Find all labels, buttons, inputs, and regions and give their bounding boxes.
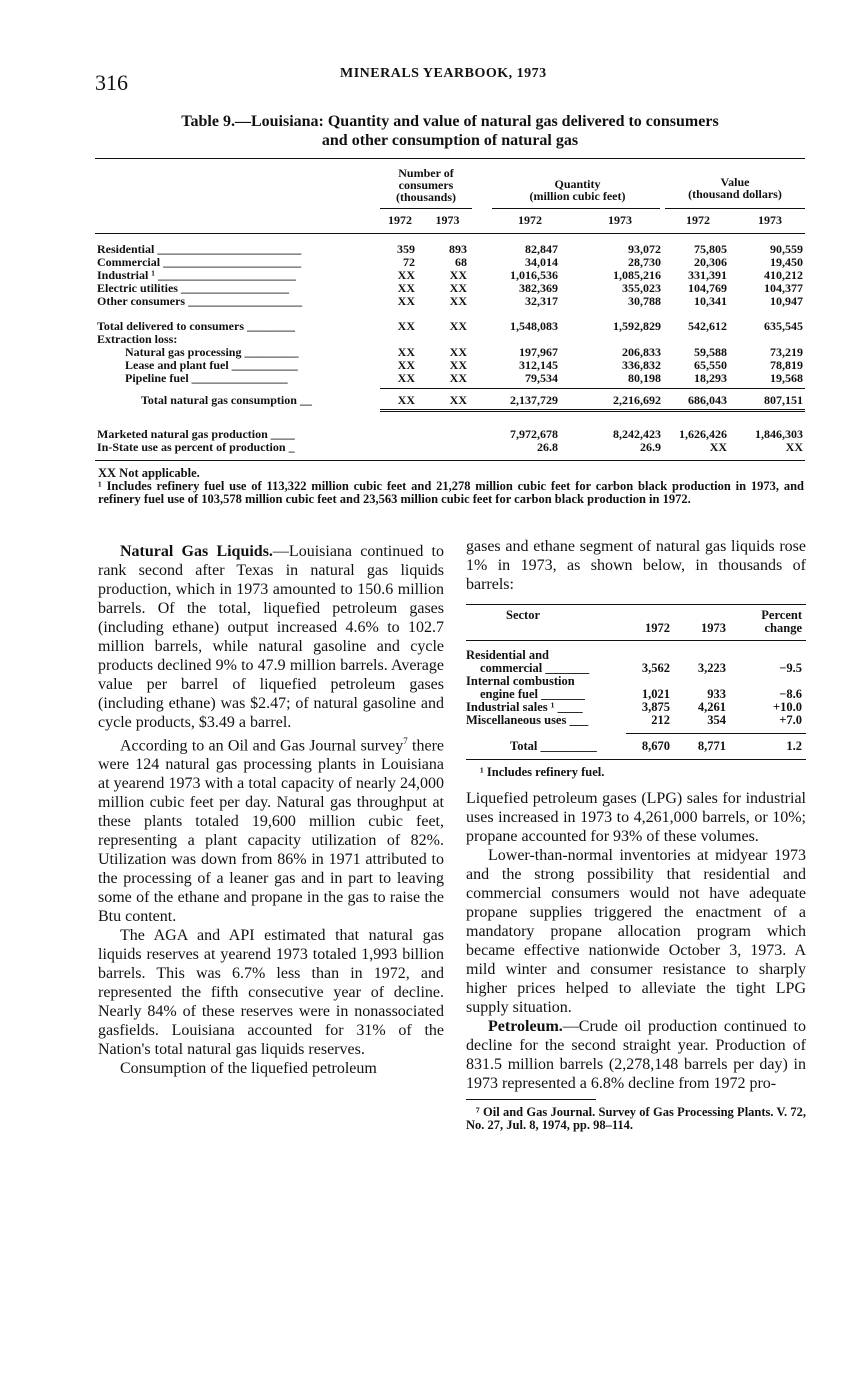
table-row-total-delivered: Total delivered to consumers ________ XX XX 1,548,083 1,592,829 542,612 635,545	[97, 319, 803, 333]
header-bottom-rule	[95, 233, 805, 234]
sector-table: Sector Percent 1972 1973 change Residential and commercial _______ 3,562 3,223 −9.5 Internal combustion engine fuel _______ 1,021 933 −8.6 Industrial sales ¹ ____ 3,875 4,261 +10.0 Miscellaneous uses ___ 212 354 +7.0 Total _________ 8,670 8,771 1.2 ¹ Includes refinery fuel.	[466, 604, 806, 779]
table-row: Other consumers ___________________ XX XX 32,317 30,788 10,341 10,947	[97, 294, 803, 308]
table-row-total: Total _________ 8,670 8,771 1.2	[510, 739, 802, 753]
header-quantity: Quantity (million cubic feet)	[529, 177, 626, 203]
sector-table-top-rule	[466, 604, 806, 605]
table-title-line-2: and other consumption of natural gas	[321, 132, 579, 149]
table-row: Miscellaneous uses ___ 212 354 +7.0	[466, 713, 802, 727]
paragraph: gases and ethane segment of natural gas liquids rose 1% in 1973, as shown below, in thousands of barrels:	[466, 538, 806, 593]
paragraph: According to an Oil and Gas Journal survey$^7$ there were 124 natural gas processing plants in Louisiana at yearend 1973 with a total capacity of nearly 24,000 million cubic feet per day. Natural gas throughput at these plants totaled 19,600 million cubic feet, representing a plant capacity utilization of 82%. Utilization was down from 86% in 1971 attributed to the processing of a leaner gas and in part to leaving some of the ethane and propane in the gas to raise the Btu content.	[98, 736, 444, 926]
footnote-1: ¹ Includes refinery fuel use of 113,322 million cubic feet and 21,278 million cubic feet for carbon black production in 1973, and refinery fuel use of 103,578 million cubic feet and 23,563 million cubic feet for carbon black production in 1972.	[98, 479, 804, 506]
header-value: Value (thousand dollars)	[688, 175, 782, 201]
header-consumers: Number of consumers (thousands)	[395, 166, 457, 204]
header-sector: Sector	[506, 608, 541, 622]
year-header: 1973	[608, 213, 632, 227]
header-subrule-2	[492, 208, 660, 209]
header-subrule-3	[665, 208, 805, 209]
page-number: 316	[95, 70, 128, 95]
paragraph: Natural Gas Liquids.—Louisiana continued to rank second after Texas in natural gas liquids production, which in 1973 amounted to 150.6 million barrels. Of the total, liquefied petroleum gases (including ethane) output increased 4.6% to 102.7 million barrels, while natural gasoline and cycle products declined 9% to 47.9 million barrels. Average value per barrel of liquefied petroleum gases (including ethane) was $2.47; of natural gasoline and cycle products, $3.49 a barrel.	[98, 543, 444, 731]
left-column	[98, 542, 444, 1078]
paragraph: The AGA and API estimated that natural gas liquids reserves at yearend 1973 totaled 1,993 billion barrels. This was 6.7% less than in 1972, and represented the fifth consecutive year of decline. Nearly 84% of these reserves were in nonassociated gasfields. Louisiana accounted for 31% of the Nation's total natural gas liquids reserves.	[98, 927, 444, 1059]
table-row: Industrial ¹ _______________________ XX XX 1,016,536 1,085,216 331,391 410,212	[97, 268, 803, 282]
year-header: 1973	[758, 213, 782, 227]
table-row: Pipeline fuel ________________ XX XX 79,534 80,198 18,293 19,568	[125, 371, 803, 385]
paragraph: Petroleum.—Crude oil production continued to decline for the second straight year. Production of 831.5 million barrels (2,278,148 barrels per day) in 1973 represented a 6.8% decline from 1972 pro-	[466, 1018, 806, 1092]
paragraph: Consumption of the liquefied petroleum	[120, 1060, 377, 1078]
header-subrule-1	[380, 208, 472, 209]
table-row-marketed-production: Marketed natural gas production ____ 7,972,678 8,242,423 1,626,426 1,846,303	[97, 427, 803, 441]
table-top-rule	[95, 158, 805, 159]
footnote-7: ⁷ Oil and Gas Journal. Survey of Gas Processing Plants. V. 72, No. 27, Jul. 8, 1974, pp. 98–114.	[466, 1105, 806, 1132]
table-row: Lease and plant fuel ___________ XX XX 312,145 336,832 65,550 78,819	[125, 358, 803, 372]
table-title-line-1: Table 9.—Louisiana: Quantity and value of natural gas delivered to consumers	[181, 113, 719, 130]
paragraph: Lower-than-normal inventories at midyear 1973 and the strong possibility that residential and commercial consumers would not have adequate propane supplies triggered the enactment of a mandatory propane allocation program which became effective nationwide October 3, 1973. A mild winter and consumer resistance to sharply higher prices helped to alleviate the tight LPG supply situation.	[466, 847, 806, 1016]
footnote-ref: 7	[403, 736, 408, 746]
table-row: Residential ________________________ 359 893 82,847 93,072 75,805 90,559	[97, 242, 803, 256]
year-header: 1973	[435, 213, 460, 227]
sector-table-bottom-rule	[466, 759, 806, 760]
table-bottom-rule	[95, 460, 805, 461]
paragraph: Liquefied petroleum gases (LPG) sales for industrial uses increased in 1973 to 4,261,000 barrels, or 10%; propane accounted for 93% of these volumes.	[466, 790, 806, 845]
table-row-total-consumption: Total natural gas consumption __ XX XX 2,137,729 2,216,692 686,043 807,151	[141, 393, 803, 407]
table-row: Residential and	[466, 648, 550, 662]
footnote-rule	[466, 1099, 596, 1100]
sector-footnote: ¹ Includes refinery fuel.	[480, 765, 605, 779]
table-row: Commercial _______________________ 72 68 34,014 28,730 20,306 19,450	[97, 255, 803, 269]
year-header: 1972	[518, 213, 542, 227]
running-head: MINERALS YEARBOOK, 1973	[340, 66, 547, 81]
table-row: Industrial sales ¹ ____ 3,875 4,261 +10.0	[466, 700, 802, 714]
table-row: Internal combustion	[466, 674, 575, 688]
table-notes	[98, 467, 804, 506]
right-column	[466, 537, 806, 1132]
sector-subtotal-rule	[626, 733, 806, 734]
sector-table-header-rule	[466, 640, 806, 641]
table-row: commercial _______ 3,562 3,223 −9.5	[480, 661, 802, 675]
year-header: 1972	[686, 213, 710, 227]
table-row-instate-percent: In-State use as percent of production _ 26.8 26.9 XX XX	[97, 440, 803, 454]
subtotal-rule	[380, 388, 805, 389]
table-title	[95, 112, 805, 150]
year-header: 1972	[388, 213, 412, 227]
total-double-rule	[380, 409, 805, 412]
table-row-extraction-loss: Extraction loss:	[97, 332, 178, 346]
table-row: Electric utilities __________________ XX XX 382,369 355,023 104,769 104,377	[97, 281, 803, 295]
table-row: engine fuel _______ 1,021 933 −8.6	[480, 687, 802, 701]
note-not-applicable: XX Not applicable.	[98, 466, 200, 480]
table-row: Natural gas processing _________ XX XX 197,967 206,833 59,588 73,219	[125, 345, 803, 359]
